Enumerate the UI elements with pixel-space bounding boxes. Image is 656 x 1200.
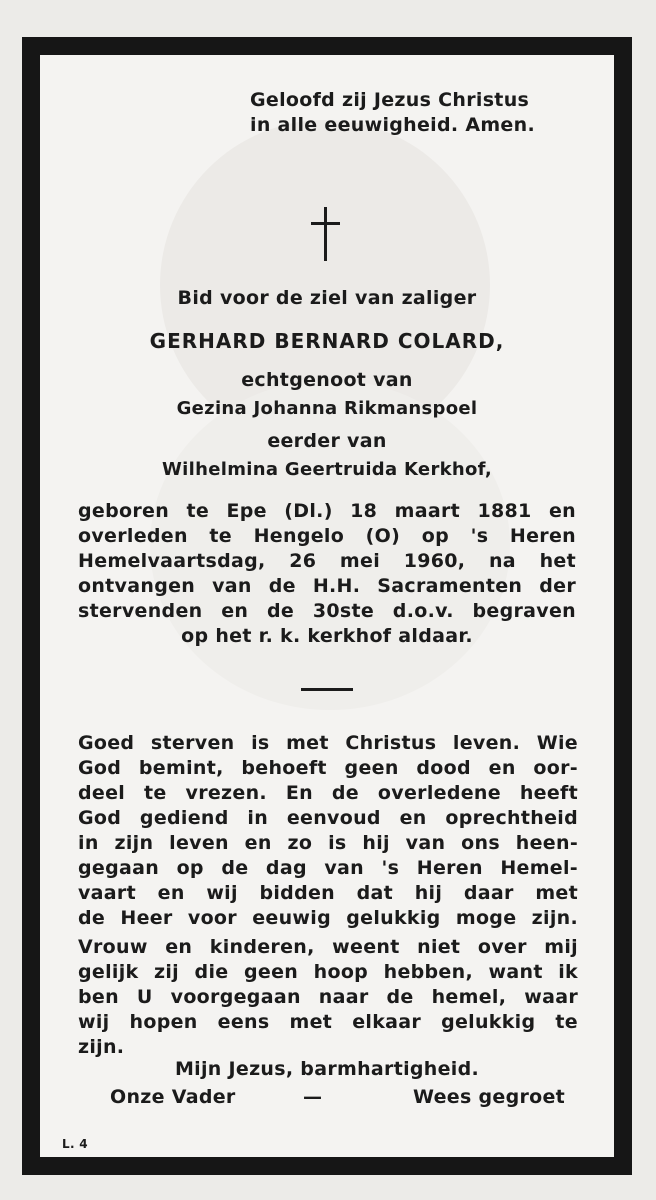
bio-line: geboren te Epe (Dl.) 18 maart 1881 en (78, 500, 576, 522)
prayer-text-line: vaart en wij bidden dat hij daar met (78, 882, 578, 904)
prayer-text-line: God gediend in eenvoud en oprechtheid (78, 807, 578, 829)
prayer-text-line: gelijk zij die geen hoop hebben, want ik (78, 961, 578, 983)
prayer-text-line: in zijn leven en zo is hij van ons heen- (78, 832, 578, 854)
print-code: L. 4 (62, 1137, 88, 1151)
former-spouse-label: eerder van (267, 430, 387, 452)
prayer-wees-gegroet: Wees gegroet (413, 1086, 566, 1108)
prayer-onze-vader: Onze Vader (110, 1086, 236, 1108)
former-spouse-name: Wilhelmina Geertruida Kerkhof, (162, 459, 492, 480)
prayer-text-line: deel te vrezen. En de overledene heeft (78, 782, 578, 804)
prayer-text-line: Goed sterven is met Christus leven. Wie (78, 732, 578, 754)
prayer-text-line: God bemint, behoeft geen dood en oor- (78, 757, 578, 779)
bio-line: ontvangen van de H.H. Sacramenten der (78, 575, 576, 597)
closing-line: Mijn Jezus, barmhartigheid. (174, 1058, 480, 1080)
prayer-text-line: de Heer voor eeuwig gelukkig moge zijn. (78, 907, 578, 929)
bio-line: Hemelvaartsdag, 26 mei 1960, na het (78, 550, 576, 572)
prayer-text-line: gegaan op de dag van 's Heren Hemel- (78, 857, 578, 879)
bio-line: op het r. k. kerkhof aldaar. (181, 625, 473, 647)
divider-rule (301, 688, 353, 691)
prayer-text-line: wij hopen eens met elkaar gelukkig te (78, 1011, 578, 1033)
deceased-name: GERHARD BERNARD COLARD, (149, 329, 505, 353)
spouse-name: Gezina Johanna Rikmanspoel (176, 398, 478, 419)
bio-line: overleden te Hengelo (O) op 's Heren (78, 525, 576, 547)
header-line-2: in alle eeuwigheid. Amen. (250, 114, 535, 136)
prayer-separator: — (303, 1086, 323, 1108)
prayer-text-line: zijn. (78, 1036, 125, 1058)
intro-line: Bid voor de ziel van zaliger (177, 287, 477, 309)
prayer-text-line: Vrouw en kinderen, weent niet over mij (78, 936, 578, 958)
prayer-text-line: ben U voorgegaan naar de hemel, waar (78, 986, 578, 1008)
header-line-1: Geloofd zij Jezus Christus (250, 89, 530, 111)
spouse-label: echtgenoot van (241, 369, 413, 391)
bio-line: stervenden en de 30ste d.o.v. begraven (78, 600, 576, 622)
